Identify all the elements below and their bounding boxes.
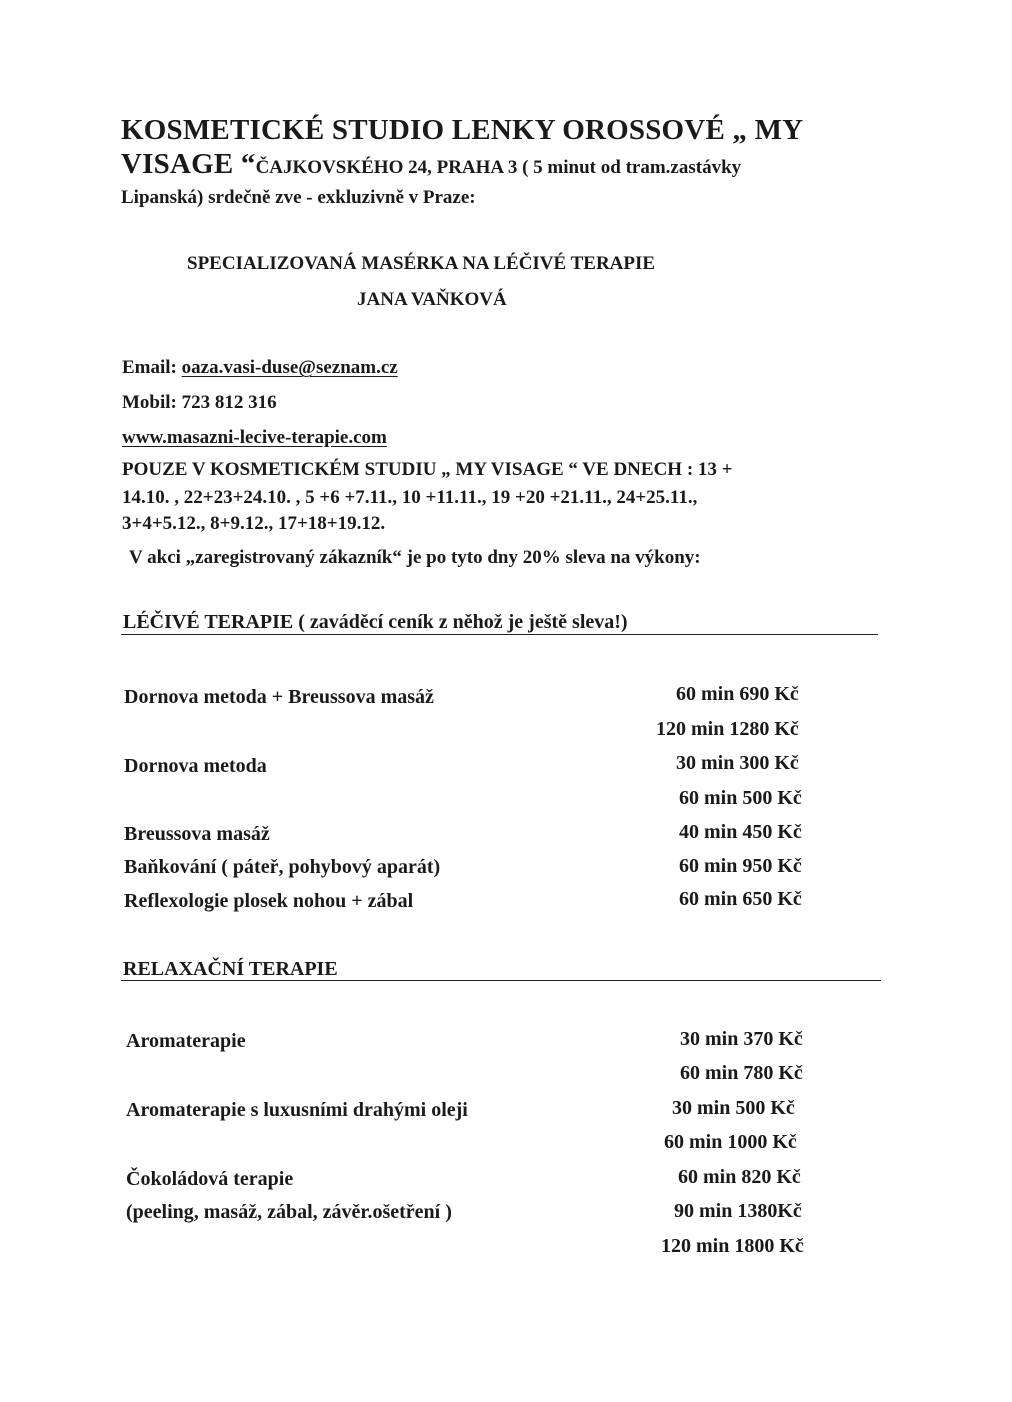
service-price: 60 min 950 Kč <box>679 855 802 877</box>
service-name: Aromaterapie <box>126 1030 246 1052</box>
service-price: 60 min 500 Kč <box>679 787 802 809</box>
promo-line: V akci „zaregistrovaný zákazník“ je po tyto dny 20% sleva na výkony: <box>129 547 701 568</box>
dates-line-2: 14.10. , 22+23+24.10. , 5 +6 +7.11., 10 +11.11., 19 +20 +21.11., 24+25.11., <box>122 487 698 508</box>
website-link[interactable]: www.masazni-lecive-terapie.com <box>122 427 387 448</box>
section-1-title: LÉČIVÉ TERAPIE ( zaváděcí ceník z něhož je ještě sleva!) <box>123 611 628 633</box>
service-price: 30 min 500 Kč <box>672 1097 795 1119</box>
service-name: Čokoládová terapie <box>126 1168 294 1190</box>
section-2-rule <box>121 980 881 981</box>
dates-line-3: 3+4+5.12., 8+9.12., 17+18+19.12. <box>122 513 386 534</box>
service-price: 40 min 450 Kč <box>679 821 802 843</box>
section-1-rule <box>121 634 878 635</box>
service-price: 60 min 820 Kč <box>678 1166 801 1188</box>
header-line-2 <box>121 148 741 181</box>
service-price: 60 min 1000 Kč <box>664 1131 797 1153</box>
mobile-row: Mobil: 723 812 316 <box>122 392 277 413</box>
title-line-2: JANA VAŇKOVÁ <box>357 289 507 310</box>
service-price: 30 min 370 Kč <box>680 1028 803 1050</box>
service-name: Aromaterapie s luxusními drahými oleji <box>126 1099 468 1121</box>
service-name: Baňkování ( páteř, pohybový aparát) <box>124 856 441 878</box>
header-line-1: KOSMETICKÉ STUDIO LENKY OROSSOVÉ „ MY <box>121 114 804 146</box>
service-price: 120 min 1800 Kč <box>661 1235 804 1257</box>
service-name: Breussova masáž <box>124 823 270 845</box>
section-2-title: RELAXAČNÍ TERAPIE <box>123 958 338 980</box>
email-link[interactable]: oaza.vasi-duse@seznam.cz <box>181 357 398 378</box>
service-price: 120 min 1280 Kč <box>656 718 799 740</box>
header-line-2-small: ČAJKOVSKÉHO 24, PRAHA 3 ( 5 minut od tram.zastávky <box>255 157 742 178</box>
header-line-3: Lipanská) srdečně zve - exkluzivně v Praze: <box>121 187 476 208</box>
email-row <box>122 357 398 379</box>
service-price: 60 min 690 Kč <box>676 683 799 705</box>
service-name: Dornova metoda <box>124 755 267 777</box>
dates-line-1: POUZE V KOSMETICKÉM STUDIU „ MY VISAGE “ VE DNECH : 13 + <box>122 459 733 480</box>
header-line-2-big: VISAGE “ <box>121 148 256 180</box>
service-price: 30 min 300 Kč <box>676 752 799 774</box>
email-label: Email: <box>122 357 182 378</box>
service-name: Dornova metoda + Breussova masáž <box>124 686 434 708</box>
service-price: 90 min 1380Kč <box>674 1200 802 1222</box>
service-note: (peeling, masáž, zábal, závěr.ošetření ) <box>126 1201 452 1223</box>
title-line-1: SPECIALIZOVANÁ MASÉRKA NA LÉČIVÉ TERAPIE <box>187 253 656 274</box>
service-price: 60 min 650 Kč <box>679 888 802 910</box>
service-price: 60 min 780 Kč <box>680 1062 803 1084</box>
service-name: Reflexologie plosek nohou + zábal <box>124 890 414 912</box>
